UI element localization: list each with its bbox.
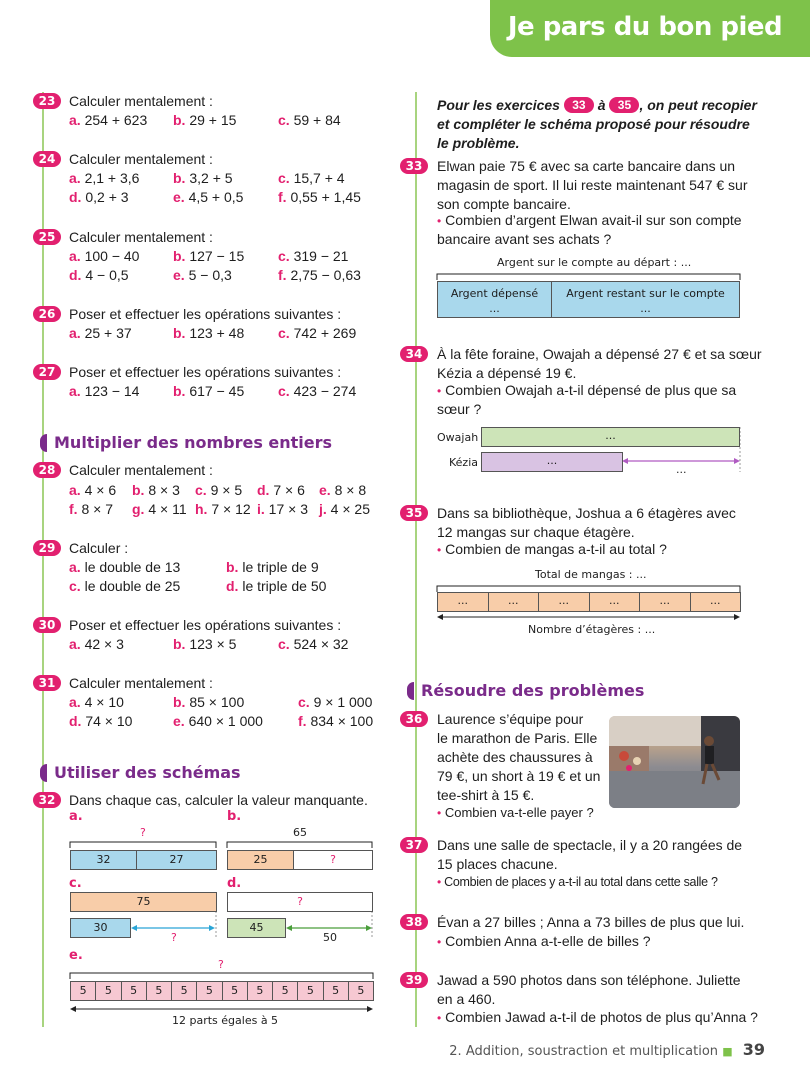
exercise-25-item-e: e. 5 − 0,3: [173, 267, 232, 283]
exercise-34-name-owajah: Owajah: [437, 431, 479, 444]
exercise-28-number: 28: [33, 462, 61, 478]
exercise-29-number: 29: [33, 540, 61, 556]
exercise-39-question-1: • Combien Jawad a-t-il de photos de plus qu’Anna ?: [437, 1009, 758, 1025]
exercise-34-question-2: sœur ?: [437, 401, 482, 417]
exercise-32-d-label: d.: [227, 876, 242, 891]
exercise-25-item-a: a. 100 − 40: [69, 248, 140, 264]
exercise-25-item-c: c. 319 − 21: [278, 248, 349, 264]
exercise-24-prompt: Calculer mentalement :: [69, 151, 213, 167]
exercise-28-item-i: i. 17 × 3: [257, 501, 308, 517]
exercise-32-c-label: c.: [69, 876, 82, 891]
exercise-29-item-a: a. le double de 13: [69, 559, 181, 575]
exercise-30-item-b: b. 123 × 5: [173, 636, 237, 652]
exercise-26-item-a: a. 25 + 37: [69, 325, 132, 341]
exercise-34-line-1: À la fête foraine, Owajah a dépensé 27 € et sa sœur: [437, 346, 762, 362]
exercise-25-item-d: d. 4 − 0,5: [69, 267, 129, 283]
exercise-32-prompt: Dans chaque cas, calculer la valeur manquante.: [69, 792, 368, 808]
exercise-32-number: 32: [33, 792, 61, 808]
exercise-28-item-h: h. 7 × 12: [195, 501, 251, 517]
exercise-33-box-spent-value: ...: [489, 302, 500, 315]
exercise-34-line-2: Kézia a dépensé 19 €.: [437, 365, 577, 381]
exercise-23-item-a: a. 254 + 623: [69, 112, 148, 128]
exercise-23-prompt: Calculer mentalement :: [69, 93, 213, 109]
exercise-33-question-2: bancaire avant ses achats ?: [437, 231, 612, 247]
section-title-multiplier: Multiplier des nombres entiers: [54, 433, 333, 452]
exercise-39-line-1: Jawad a 590 photos dans son téléphone. Juliette: [437, 972, 741, 988]
exercise-29-item-b: b. le triple de 9: [226, 559, 319, 575]
exercise-26-number: 26: [33, 306, 61, 322]
exercise-33-box-remaining-label: Argent restant sur le compte: [566, 287, 725, 300]
exercise-29-item-d: d. le triple de 50: [226, 578, 327, 594]
exercise-32-e-cell: 5: [348, 981, 374, 1001]
exercise-23-item-c: c. 59 + 84: [278, 112, 341, 128]
exercise-34-bar-kezia: ...: [481, 452, 623, 472]
exercise-33-box-spent: [437, 281, 552, 318]
exercise-32-e-cell: 5: [297, 981, 323, 1001]
exercise-33-question-1: • Combien d’argent Elwan avait-il sur son compte: [437, 212, 742, 228]
exercise-38-line-1: Évan a 27 billes ; Anna a 73 billes de plus que lui.: [437, 914, 745, 930]
exercise-28-item-e: e. 8 × 8: [319, 482, 367, 498]
exercise-33-box-remaining-value: ...: [640, 302, 651, 315]
exercise-24-item-c: c. 15,7 + 4: [278, 170, 345, 186]
exercise-32-d-difference: 50: [323, 931, 337, 944]
exercise-32-b-missing: ?: [293, 850, 373, 870]
exercise-25-item-f: f. 2,75 − 0,63: [278, 267, 361, 283]
exercise-32-e-missing: ?: [218, 958, 224, 971]
exercise-36-line-1: Laurence s’équipe pour: [437, 711, 584, 727]
exercise-35-cell: ...: [639, 592, 691, 612]
exercise-30-item-c: c. 524 × 32: [278, 636, 349, 652]
exercise-34-question-1: • Combien Owajah a-t-il dépensé de plus que sa: [437, 382, 737, 398]
exercise-27-item-c: c. 423 − 274: [278, 383, 357, 399]
section-title-schemas: Utiliser des schémas: [54, 763, 241, 782]
exercise-28-item-a: a. 4 × 6: [69, 482, 117, 498]
exercise-26-prompt: Poser et effectuer les opérations suivantes :: [69, 306, 342, 322]
exercise-31-item-c: c. 9 × 1 000: [298, 694, 373, 710]
exercise-34-bar-owajah: ...: [481, 427, 740, 447]
marathon-runner-photo: [609, 716, 740, 808]
exercise-26-item-b: b. 123 + 48: [173, 325, 245, 341]
exercise-35-diagram-top: Total de mangas : ...: [535, 568, 647, 581]
exercise-35-cell: ...: [538, 592, 590, 612]
page-footer: [449, 1040, 765, 1059]
exercise-32-a-missing: ?: [140, 826, 146, 839]
exercise-27-prompt: Poser et effectuer les opérations suivantes :: [69, 364, 342, 380]
exercise-33-diagram-top: Argent sur le compte au départ : ...: [497, 256, 692, 269]
exercise-36-line-5: tee-shirt à 15 €.: [437, 787, 535, 803]
exercise-25-number: 25: [33, 229, 61, 245]
exercise-31-item-a: a. 4 × 10: [69, 694, 124, 710]
exercise-36-line-4: 79 €, un short à 19 € et un: [437, 768, 601, 784]
exercise-32-b-label: b.: [227, 809, 242, 824]
exercise-28-prompt: Calculer mentalement :: [69, 462, 213, 478]
exercise-32-e-cell: 5: [70, 981, 96, 1001]
exercise-30-item-a: a. 42 × 3: [69, 636, 124, 652]
exercise-32-e-cell: 5: [95, 981, 121, 1001]
exercise-32-a-box-2: 27: [136, 850, 217, 870]
exercise-23-number: 23: [33, 93, 61, 109]
exercise-24-item-e: e. 4,5 + 0,5: [173, 189, 244, 205]
exercise-27-item-b: b. 617 − 45: [173, 383, 245, 399]
exercise-32-e-cell: 5: [146, 981, 172, 1001]
exercise-34-number: 34: [400, 346, 428, 362]
exercise-32-d-missing: ?: [227, 892, 373, 912]
exercise-33-box-spent-label: Argent dépensé: [450, 287, 539, 300]
banner-title: Je pars du bon pied: [507, 12, 783, 42]
exercise-33-line-3: son compte bancaire.: [437, 196, 571, 212]
exercise-32-c-top-box: 75: [70, 892, 217, 912]
exercise-35-cell: ...: [690, 592, 742, 612]
exercise-25-prompt: Calculer mentalement :: [69, 229, 213, 245]
exercise-34-difference: ...: [676, 463, 687, 476]
exercise-36-question-1: • Combien va-t-elle payer ?: [437, 805, 594, 820]
exercise-25-item-b: b. 127 − 15: [173, 248, 245, 264]
exercise-28-item-j: j. 4 × 25: [319, 501, 370, 517]
exercise-33-line-1: Elwan paie 75 € avec sa carte bancaire dans un: [437, 158, 736, 174]
exercise-39-number: 39: [400, 972, 428, 988]
exercise-32-e-cell: 5: [247, 981, 273, 1001]
exercise-36-line-2: le marathon de Paris. Elle: [437, 730, 598, 746]
exercise-32-e-cell: 5: [323, 981, 349, 1001]
exercise-29-item-c: c. le double de 25: [69, 578, 181, 594]
exercise-24-item-d: d. 0,2 + 3: [69, 189, 129, 205]
exercise-31-item-f: f. 834 × 100: [298, 713, 374, 729]
exercise-24-item-b: b. 3,2 + 5: [173, 170, 233, 186]
exercise-38-question-1: • Combien Anna a-t-elle de billes ?: [437, 933, 651, 949]
exercise-38-number: 38: [400, 914, 428, 930]
exercise-23-item-b: b. 29 + 15: [173, 112, 237, 128]
exercise-35-cell: ...: [589, 592, 641, 612]
exercise-32-a-box-1: 32: [70, 850, 137, 870]
chapter-name: 2. Addition, soustraction et multiplication: [449, 1044, 719, 1059]
exercise-32-c-box-1: 30: [70, 918, 131, 938]
intro-instructions: Pour les exercices 33 à 35 , on peut recopier: [437, 97, 757, 113]
exercise-28-item-c: c. 9 × 5: [195, 482, 243, 498]
exercise-26-item-c: c. 742 + 269: [278, 325, 357, 341]
exercise-30-number: 30: [33, 617, 61, 633]
exercise-32-e-caption: 12 parts égales à 5: [172, 1014, 279, 1027]
exercise-32-e-cell: 5: [196, 981, 222, 1001]
exercise-32-a-label: a.: [69, 809, 83, 824]
intro-line-3: le problème.: [437, 135, 520, 151]
exercise-35-cell: ...: [488, 592, 540, 612]
exercise-28-item-d: d. 7 × 6: [257, 482, 305, 498]
exercise-28-item-g: g. 4 × 11: [132, 501, 187, 517]
exercise-29-prompt: Calculer :: [69, 540, 129, 556]
exercise-35-question-1: • Combien de mangas a-t-il au total ?: [437, 541, 667, 557]
page-number: 39: [742, 1040, 765, 1059]
exercise-33-number: 33: [400, 158, 428, 174]
runner-illustration: [609, 716, 740, 808]
exercise-24-number: 24: [33, 151, 61, 167]
exercise-32-e-label: e.: [69, 948, 83, 963]
exercise-35-line-2: 12 mangas sur chaque étagère.: [437, 524, 635, 540]
exercise-37-line-1: Dans une salle de spectacle, il y a 20 rangées de: [437, 837, 743, 853]
exercise-37-line-2: 15 places chacune.: [437, 856, 558, 872]
exercise-27-item-a: a. 123 − 14: [69, 383, 140, 399]
exercise-31-item-d: d. 74 × 10: [69, 713, 133, 729]
exercise-31-number: 31: [33, 675, 61, 691]
exercise-28-item-f: f. 8 × 7: [69, 501, 113, 517]
exercise-33-box-remaining: [551, 281, 740, 318]
exercise-32-c-missing: ?: [171, 931, 177, 944]
exercise-28-item-b: b. 8 × 3: [132, 482, 180, 498]
exercise-33-line-2: magasin de sport. Il lui reste maintenant 547 € sur: [437, 177, 748, 193]
exercise-39-line-2: en a 460.: [437, 991, 496, 1007]
exercise-32-d-box-1: 45: [227, 918, 286, 938]
exercise-31-prompt: Calculer mentalement :: [69, 675, 213, 691]
exercise-31-item-e: e. 640 × 1 000: [173, 713, 263, 729]
exercise-24-item-f: f. 0,55 + 1,45: [278, 189, 361, 205]
exercise-32-e-cell: 5: [121, 981, 147, 1001]
footer-square-icon: ■: [722, 1045, 733, 1058]
intro-line-2: et compléter le schéma proposé pour résoudre: [437, 116, 750, 132]
exercise-24-item-a: a. 2,1 + 3,6: [69, 170, 140, 186]
exercise-31-item-b: b. 85 × 100: [173, 694, 245, 710]
exercise-36-number: 36: [400, 711, 428, 727]
exercise-36-line-3: achète des chaussures à: [437, 749, 593, 765]
exercise-35-diagram-bottom: Nombre d’étagères : ...: [528, 623, 656, 636]
exercise-32-e-cell: 5: [222, 981, 248, 1001]
exercise-30-prompt: Poser et effectuer les opérations suivantes :: [69, 617, 342, 633]
exercise-35-line-1: Dans sa bibliothèque, Joshua a 6 étagères avec: [437, 505, 736, 521]
exercise-35-cell: ...: [437, 592, 489, 612]
exercise-32-e-cell: 5: [171, 981, 197, 1001]
exercise-37-question-1: • Combien de places y a-t-il au total dans cette salle ?: [437, 875, 718, 889]
exercise-32-b-total: 65: [293, 826, 307, 839]
section-title-problems: Résoudre des problèmes: [421, 681, 645, 700]
exercise-27-number: 27: [33, 364, 61, 380]
exercise-32-b-box-1: 25: [227, 850, 294, 870]
exercise-32-e-cell: 5: [272, 981, 298, 1001]
exercise-35-number: 35: [400, 505, 428, 521]
exercise-37-number: 37: [400, 837, 428, 853]
exercise-34-name-kezia: Kézia: [449, 456, 479, 469]
